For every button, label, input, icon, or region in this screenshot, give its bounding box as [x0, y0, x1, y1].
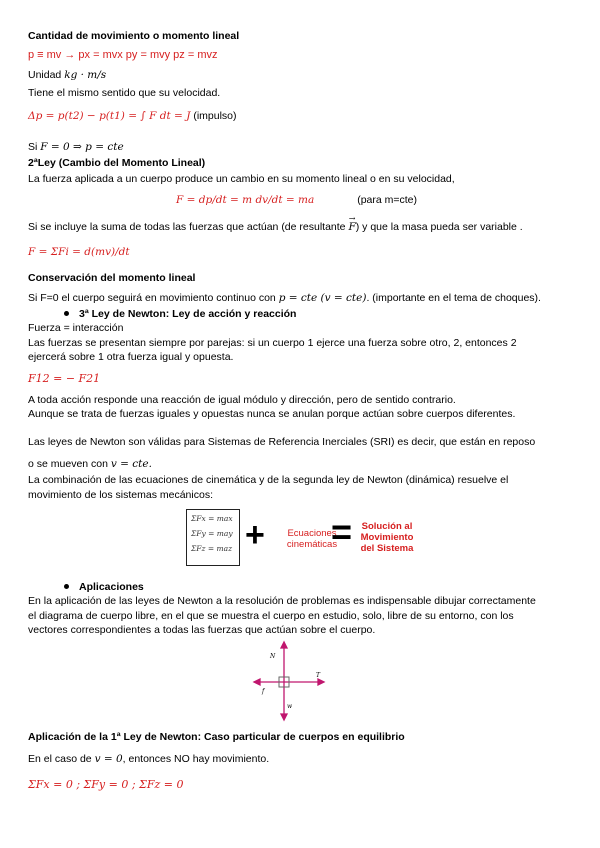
applications-title: Aplicaciones: [79, 581, 144, 593]
third-law-equation: F12 = − F21: [28, 372, 101, 385]
second-law-text: La fuerza aplicada a un cuerpo produce un cambio en su momento lineal o en su velocidad,: [28, 173, 455, 185]
sri-text-1: Las leyes de Newton son válidas para Sistemas de Referencia Inerciales (SRI) es decir, que están en reposo: [28, 436, 536, 448]
impulse-equation: Δp = p(t2) − p(t1) = ∫ F dt = J: [28, 110, 191, 122]
plus-sign: +: [245, 516, 265, 554]
sri-equation: v = cte.: [110, 458, 152, 470]
impulse-label: (impulso): [193, 110, 237, 122]
friction-head: [254, 679, 260, 685]
label-normal: N: [270, 653, 276, 660]
sum-forces-text: [28, 221, 523, 234]
variable-mass-equation: F = ΣFi = d(mv)/dt: [28, 246, 130, 258]
force-interaction-text: Fuerza = interacción: [28, 322, 124, 334]
equilibrium-equation: ΣFx = 0 ; ΣFy = 0 ; ΣFz = 0: [28, 778, 184, 791]
zero-force-line: [28, 141, 124, 154]
third-law-title: 3ª Ley de Newton: Ley de acción y reacción: [79, 308, 297, 320]
bullet-dot: [64, 311, 69, 316]
action-reaction-text: A toda acción responde una reacción de igual módulo y dirección, pero de sentido contrario.: [28, 394, 456, 406]
free-body-diagram: [250, 640, 330, 722]
zero-force-prefix: Si: [28, 141, 38, 153]
equals-sign: =: [331, 511, 353, 552]
equilibrium-text-b: , entonces NO hay movimiento.: [122, 753, 270, 765]
box-eq-y: ΣFy = may: [191, 529, 233, 538]
force-pairs-text-1: Las fuerzas se presentan siempre por parejas: si un cuerpo 1 ejerce una fuerza sobre otro, 2, entonces 2: [28, 337, 517, 349]
mass-constant-note: (para m=cte): [357, 194, 418, 206]
force-pairs-text-2: ejercerá sobre 1 otra fuerza igual y opuesta.: [28, 351, 234, 363]
zero-force-equation: F = 0 ⇒ p = cte: [40, 141, 124, 153]
label-friction: f: [262, 688, 265, 695]
newton-equations-box: [186, 509, 240, 566]
combination-text-1: La combinación de las ecuaciones de cinemática y de la segunda ley de Newton (dinámica) resuelve el: [28, 474, 509, 486]
section-title-second-law: 2ªLey (Cambio del Momento Lineal): [28, 157, 206, 169]
equilibrium-text-a: En el caso de: [28, 753, 92, 765]
impulse-line: [28, 110, 237, 123]
conservation-text: [28, 292, 541, 305]
box-eq-x: ΣFx = max: [191, 514, 233, 523]
applications-text-2: el diagrama de cuerpo libre, en el que se muestra el cuerpo en estudio, solo, libre de su entorno, con los: [28, 610, 514, 622]
sri-text-2-a: o se mueven con: [28, 458, 108, 470]
forces-not-cancel-text: Aunque se trata de fuerzas iguales y opuestas nunca se anulan porque actúan sobre cuerpos diferentes.: [28, 408, 516, 420]
kinematic-equations-label: Ecuaciones cinemáticas: [286, 528, 338, 550]
resultant-force-symbol: → F: [348, 221, 355, 234]
momentum-definition: p ≡ mv → px = mvx py = mvy pz = mvz: [28, 49, 218, 61]
same-sense-text: Tiene el mismo sentido que su velocidad.: [28, 87, 221, 99]
second-law-equation: F = dp/dt = m dv/dt = ma: [176, 194, 315, 206]
tension-head: [318, 679, 324, 685]
bullet-dot: [64, 584, 69, 589]
combination-text-2: movimiento de los sistemas mecánicos:: [28, 489, 213, 501]
applications-text-3: vectores correspondientes a todas las fuerzas que actúan sobre el cuerpo.: [28, 624, 376, 636]
sum-forces-text-a: Si se incluye la suma de todas las fuerzas que actúan (de resultante: [28, 221, 346, 233]
conservation-equation: p = cte (v = cte): [278, 292, 367, 304]
sri-text-2: [28, 458, 152, 471]
label-tension: T: [316, 672, 321, 679]
solution-label: Solución al Movimiento del Sistema: [360, 521, 414, 554]
unit-value: kg · m/s: [64, 69, 107, 81]
unit-line: [28, 69, 106, 82]
section-title-conservation: Conservación del momento lineal: [28, 272, 196, 284]
section-title-equilibrium: Aplicación de la 1ª Ley de Newton: Caso particular de cuerpos en equilibrio: [28, 731, 405, 743]
applications-text-1: En la aplicación de las leyes de Newton a la resolución de problemas es indispensable dibujar correctamente: [28, 595, 536, 607]
third-law-bullet: [28, 308, 296, 321]
sum-forces-text-b: ) y que la masa pueda ser variable .: [355, 221, 523, 233]
conservation-text-b: . (importante en el tema de choques).: [366, 292, 541, 304]
conservation-text-a: Si F=0 el cuerpo seguirá en movimiento continuo con: [28, 292, 276, 304]
unit-label: Unidad: [28, 69, 62, 81]
equilibrium-velocity: v = 0: [94, 753, 123, 765]
weight-head: [281, 714, 287, 720]
normal-force-head: [281, 642, 287, 648]
equilibrium-text: [28, 753, 269, 766]
applications-bullet: [28, 581, 144, 594]
box-eq-z: ΣFz = maz: [191, 544, 233, 553]
label-weight: w: [287, 703, 293, 710]
section-title-momentum: Cantidad de movimiento o momento lineal: [28, 30, 240, 42]
second-law-equation-line: [176, 194, 417, 207]
